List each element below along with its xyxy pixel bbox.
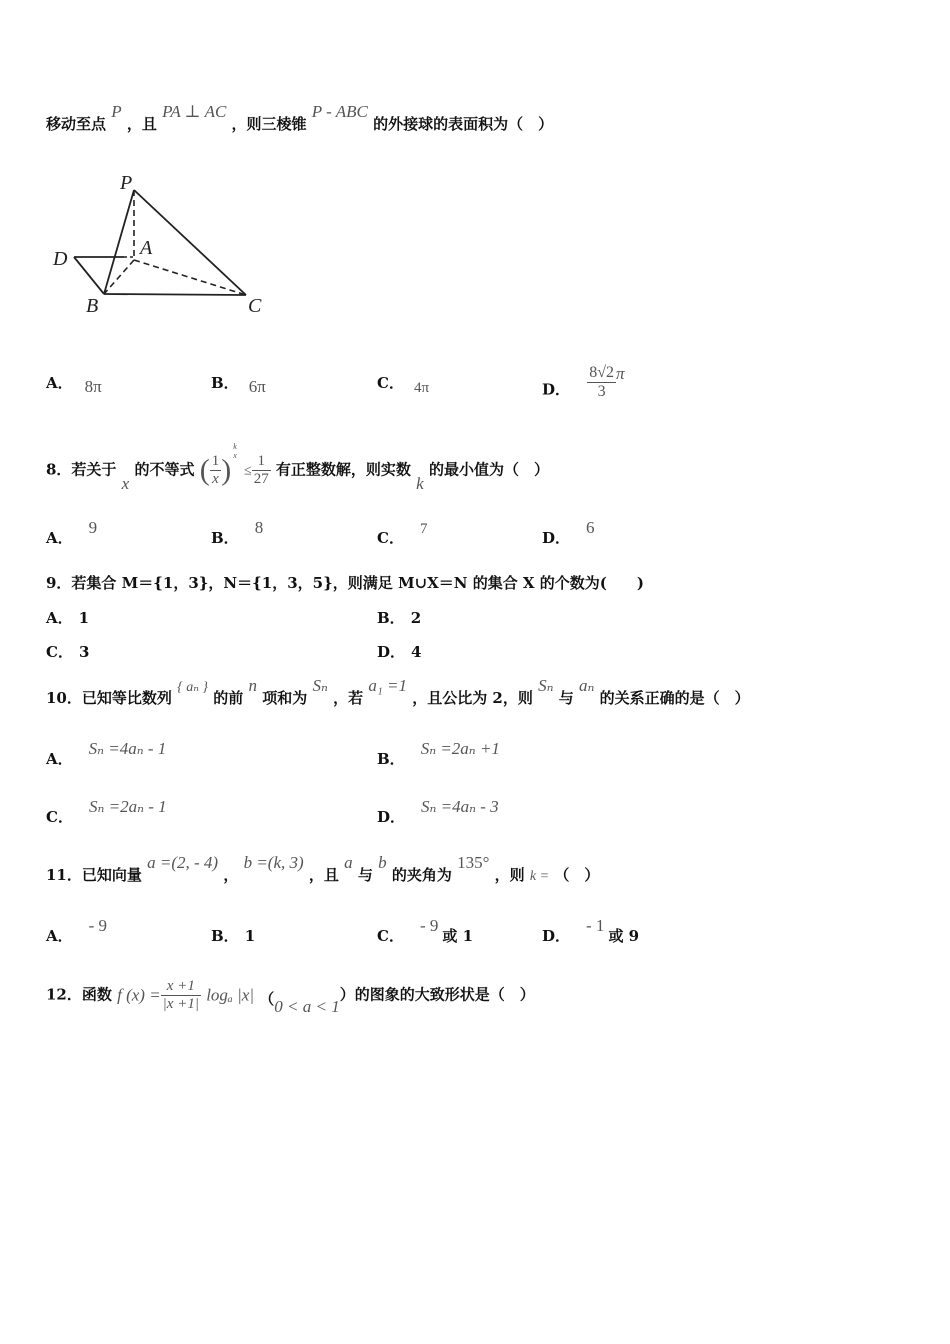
q9-stem: 9．若集合 M＝{1，3}，N＝{1，3，5}，则满足 M∪X＝N 的集合 X 的个数为( ) bbox=[46, 574, 644, 592]
option-fraction bbox=[587, 364, 616, 401]
q10-mid3: ，若 bbox=[333, 689, 364, 707]
option-value: 3 bbox=[78, 643, 90, 661]
q11-prefix: 11．已知向量 bbox=[46, 866, 142, 884]
q10-sn: Sₙ bbox=[312, 676, 328, 695]
q11-option-a[interactable] bbox=[46, 916, 108, 946]
label-d: D bbox=[53, 248, 68, 270]
option-key: A． bbox=[46, 374, 73, 392]
q11-mid4: ，则 bbox=[494, 866, 525, 884]
q8-var-k: k bbox=[416, 473, 424, 493]
q8-le: ≤ bbox=[244, 463, 252, 479]
q10-an: aₙ bbox=[578, 676, 595, 695]
q7-option-b[interactable] bbox=[211, 372, 266, 396]
q10-sn2: Sₙ bbox=[538, 676, 554, 695]
q10-mid4: ，且公比为 2，则 bbox=[412, 689, 533, 707]
label-b: B bbox=[86, 295, 99, 317]
q11-stem bbox=[46, 853, 600, 885]
option-value: - 1 bbox=[586, 916, 605, 935]
exponent-k: k bbox=[233, 441, 237, 451]
q7-option-d[interactable] bbox=[542, 363, 625, 409]
q12-log: logₐ |x| bbox=[206, 985, 255, 1005]
q7-sep2: ，则三棱锥 bbox=[231, 115, 307, 133]
q10-n: n bbox=[248, 676, 257, 695]
label-p: P bbox=[120, 172, 133, 194]
q7-intro: 移动至点 bbox=[46, 115, 107, 133]
q11-tail: （ ） bbox=[554, 866, 600, 884]
option-value: 6π bbox=[248, 377, 266, 396]
q7-option-c[interactable] bbox=[377, 372, 430, 396]
option-key: B． bbox=[377, 609, 405, 627]
q8-option-a[interactable] bbox=[46, 518, 98, 548]
option-value: 9 bbox=[88, 518, 98, 537]
q10-mid1: 的前 bbox=[213, 689, 244, 707]
q10-option-a[interactable] bbox=[46, 739, 167, 769]
q7-point-p: P bbox=[111, 102, 122, 121]
option-suffix: π bbox=[616, 363, 625, 383]
q8-tail: 的最小值为（ ） bbox=[428, 460, 549, 479]
q7-condition: PA ⊥ AC bbox=[162, 102, 227, 121]
q11-mid3: 的夹角为 bbox=[391, 866, 452, 884]
q10-mid2: 项和为 bbox=[262, 689, 308, 707]
option-key: A． bbox=[46, 750, 73, 768]
q11-k-eq: k = bbox=[529, 869, 550, 884]
q7-sep1: ，且 bbox=[126, 115, 157, 133]
q11-option-d[interactable] bbox=[542, 916, 640, 946]
option-key: C． bbox=[377, 374, 404, 392]
exponent-x: x bbox=[233, 450, 237, 460]
q7-tail: 的外接球的表面积为（ ） bbox=[373, 115, 554, 133]
q10-a1: a₁ =1 bbox=[368, 676, 407, 695]
option-key: A． bbox=[46, 609, 73, 627]
label-a: A bbox=[140, 237, 153, 259]
q8-base-fraction bbox=[210, 453, 222, 488]
q11-option-b[interactable] bbox=[211, 925, 255, 946]
q8-stem bbox=[46, 441, 549, 493]
q9-option-b[interactable] bbox=[377, 607, 421, 628]
q8-exponent bbox=[231, 442, 239, 460]
q9-option-a[interactable] bbox=[46, 607, 89, 628]
q10-mid5: 与 bbox=[558, 689, 574, 707]
option-value: 2 bbox=[410, 609, 422, 627]
option-key: B． bbox=[211, 529, 239, 547]
q8-var-x: x bbox=[121, 473, 130, 493]
q10-option-c[interactable] bbox=[46, 797, 167, 827]
q12-stem bbox=[46, 978, 535, 1016]
option-key: D． bbox=[542, 927, 571, 945]
option-value: 1 bbox=[78, 609, 90, 627]
q10-stem bbox=[46, 676, 750, 708]
fraction-numerator: 1 bbox=[211, 453, 220, 469]
option-key: B． bbox=[377, 750, 405, 768]
fraction-denominator: 3 bbox=[597, 383, 606, 400]
option-key: D． bbox=[377, 643, 406, 661]
q10-option-b[interactable] bbox=[377, 739, 500, 769]
q8-mid2: 有正整数解，则实数 bbox=[275, 460, 411, 479]
q12-paren-open: （ bbox=[259, 989, 275, 1008]
option-value: Sₙ =4aₙ - 1 bbox=[88, 739, 167, 758]
option-value: 4 bbox=[411, 643, 422, 661]
q8-rhs-fraction bbox=[252, 453, 271, 488]
q10-prefix: 10．已知等比数列 bbox=[46, 689, 172, 707]
fraction-numerator: x +1 bbox=[161, 978, 201, 996]
q12-tail: ）的图象的大致形状是（ ） bbox=[339, 985, 535, 1004]
paren-right-icon: ) bbox=[221, 453, 232, 487]
option-key: C． bbox=[46, 808, 73, 826]
q8-mid1: 的不等式 bbox=[134, 460, 195, 479]
fraction-denominator: |x +1| bbox=[162, 996, 199, 1012]
option-value: Sₙ =2aₙ - 1 bbox=[88, 797, 167, 816]
q7-solid: P - ABC bbox=[311, 102, 368, 121]
option-value: - 9 bbox=[419, 916, 439, 935]
q7-figure bbox=[48, 168, 278, 318]
q11-sep: ， bbox=[223, 866, 239, 884]
option-suffix: 或 1 bbox=[442, 927, 474, 945]
label-c: C bbox=[248, 295, 262, 317]
q12-fx: f (x) = bbox=[117, 985, 161, 1005]
option-value: Sₙ =2aₙ +1 bbox=[420, 739, 500, 758]
q8-option-b[interactable] bbox=[211, 518, 264, 548]
option-key: D． bbox=[542, 380, 571, 399]
q8-option-d[interactable] bbox=[542, 518, 595, 548]
q11-mid2: 与 bbox=[357, 866, 373, 884]
q11-a: a bbox=[344, 853, 353, 872]
option-value: 4π bbox=[413, 380, 430, 396]
fraction-denominator: 27 bbox=[253, 471, 269, 487]
q11-b: b bbox=[378, 853, 387, 872]
q11-mid1: ，且 bbox=[308, 866, 339, 884]
option-key: D． bbox=[542, 529, 571, 547]
option-suffix: 或 9 bbox=[608, 927, 640, 945]
option-key: C． bbox=[377, 927, 404, 945]
q7-option-a[interactable] bbox=[46, 372, 102, 396]
q11-option-c[interactable] bbox=[377, 916, 474, 946]
option-value: - 9 bbox=[88, 916, 108, 935]
fraction-numerator: 1 bbox=[252, 453, 271, 471]
option-value: 7 bbox=[419, 521, 428, 537]
fraction-denominator: x bbox=[212, 471, 219, 487]
option-value: 8 bbox=[254, 518, 264, 537]
option-key: A． bbox=[46, 529, 73, 547]
option-value: 8π bbox=[84, 377, 102, 396]
option-key: D． bbox=[377, 808, 406, 826]
q12-prefix: 12．函数 bbox=[46, 985, 112, 1004]
q12-condition: 0 < a < 1 bbox=[274, 996, 340, 1016]
q11-a-vec: a =(2, - 4) bbox=[147, 853, 219, 872]
option-suffix: 1 bbox=[244, 927, 256, 945]
q8-prefix: 8．若关于 bbox=[46, 460, 117, 479]
q8-option-c[interactable] bbox=[377, 521, 428, 548]
option-key: B． bbox=[211, 374, 239, 392]
q9-option-c[interactable] bbox=[46, 641, 89, 662]
q10-seq: { aₙ } bbox=[177, 680, 208, 695]
q7-stem bbox=[46, 102, 554, 134]
q11-angle: 135° bbox=[457, 853, 490, 872]
option-key: C． bbox=[377, 529, 404, 547]
option-value: Sₙ =4aₙ - 3 bbox=[421, 797, 499, 816]
option-key: B． bbox=[211, 927, 239, 945]
paren-left-icon: ( bbox=[199, 453, 210, 487]
option-value: 6 bbox=[586, 518, 595, 537]
option-key: C． bbox=[46, 643, 73, 661]
q10-option-d[interactable] bbox=[377, 797, 499, 827]
q12-fraction bbox=[161, 978, 201, 1013]
q11-b-vec: b =(k, 3) bbox=[243, 853, 304, 872]
option-key: A． bbox=[46, 927, 73, 945]
q9-option-d[interactable] bbox=[377, 641, 421, 662]
fraction-numerator: 8√2 bbox=[589, 364, 615, 381]
q10-tail: 的关系正确的是（ ） bbox=[599, 689, 750, 707]
